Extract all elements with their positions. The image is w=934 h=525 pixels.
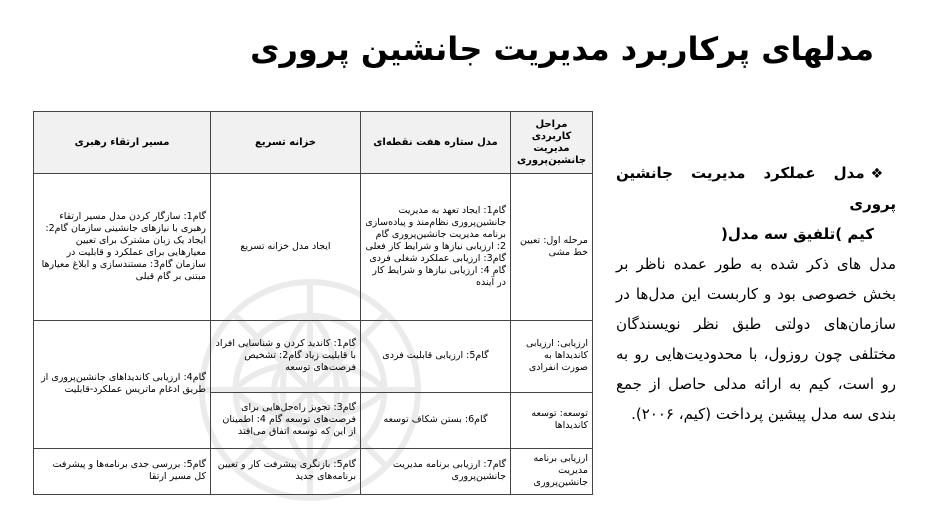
row2-path: گام4: ارزیابی کاندیداهای جانشین‌پروری از طریق ادغام ماتریس عملکرد-قابلیت [34,320,211,448]
header-talent-pool: خزانه تسریع [211,112,361,174]
body-paragraph: مدل های ذکر شده به طور عمده ناظر بر بخش خصوصی بود و کاربست این مدل‌ها در سازمان‌های دولتی طبق نظر نویسندگان مختلفی چون روزول، با محدودیت‌هایی رو به رو است، کیم به ارائه مدلی حاصل از جمع بندی سه مدل پیشین پرداخت (کیم، ۲۰۰۶). [616,255,896,423]
header-leadership-path: مسیر ارتقاء رهبری [34,112,211,174]
row3-star: گام6: بستن شکاف توسعه [361,392,511,448]
table-row [34,174,593,320]
row4-star: گام7: ارزیابی برنامه مدیریت جانشین‌پروری [361,448,511,494]
row3-talent: گام3: تجویز راه‌حل‌هایی برای فرصت‌های توسعه گام 4: اطمینان از این که توسعه اتفاق می‌افتد [211,392,361,448]
row1-path: گام1: سازگار کردن مدل مسیر ارتقاء رهبری با نیازهای جانشینی سازمان گام2: ایجاد یک زبان مشترک برای تعیین معیارهایی برای عملکرد و قابلیت در سازمان گام3: مستندسازی و ابلاغ معیارها مبتنی بر گام قبلی [34,174,211,320]
header-stage: مراحل کاربردی مدیریت جانشین‌پروری [511,112,593,174]
row1-star: گام1: ایجاد تعهد به مدیریت جانشین‌پروری نظام‌مند و پیاده‌سازی برنامه مدیریت جانشین‌پروری گام 2: ارزیابی نیازها و شرایط کار فعلی گام3: ارزیابی عملکرد شغلی فردی گام 4: ارزیابی نیازها و شرایط کار در آینده [361,174,511,320]
row2-star: گام5: ارزیابی قابلیت فردی [361,320,511,392]
table-row [34,320,593,392]
table-header-row [34,112,593,174]
row3-stage: توسعه: توسعه کاندیداها [511,392,593,448]
succession-models-table [33,111,593,495]
bullet-heading-row [616,158,896,219]
row2-talent: گام1: کاندید کردن و شناسایی افراد با قابلیت زیاد گام2: تشخیص فرصت‌های توسعه [211,320,361,392]
row1-stage: مرحله اول: تعیین خط مشی [511,174,593,320]
row4-stage: ارزیابی برنامه مدیریت جانشین‌پروری [511,448,593,494]
table-row [34,448,593,494]
bullet-subheading: کیم )تلفیق سه مدل( [721,225,874,243]
row4-talent: گام5: بازنگری پیشرفت کار و تعیین برنامه‌های جدید [211,448,361,494]
row2-stage: ارزیابی: ارزیابی کاندیداها به صورت انفرادی [511,320,593,392]
model-description [616,158,896,429]
slide-title: مدلهای پرکاربرد مدیریت جانشین پروری [250,30,874,68]
header-star-model: مدل ستاره هفت نقطه‌ای [361,112,511,174]
bullet-heading: مدل عملکرد مدیریت جانشین پروری [616,164,896,213]
row1-talent: ایجاد مدل خزانه تسریع [211,174,361,320]
diamond-bullet-icon: ❖ [870,166,896,182]
row4-path: گام5: بررسی جدی برنامه‌ها و پیشرفت کل مسیر ارتقا [34,448,211,494]
